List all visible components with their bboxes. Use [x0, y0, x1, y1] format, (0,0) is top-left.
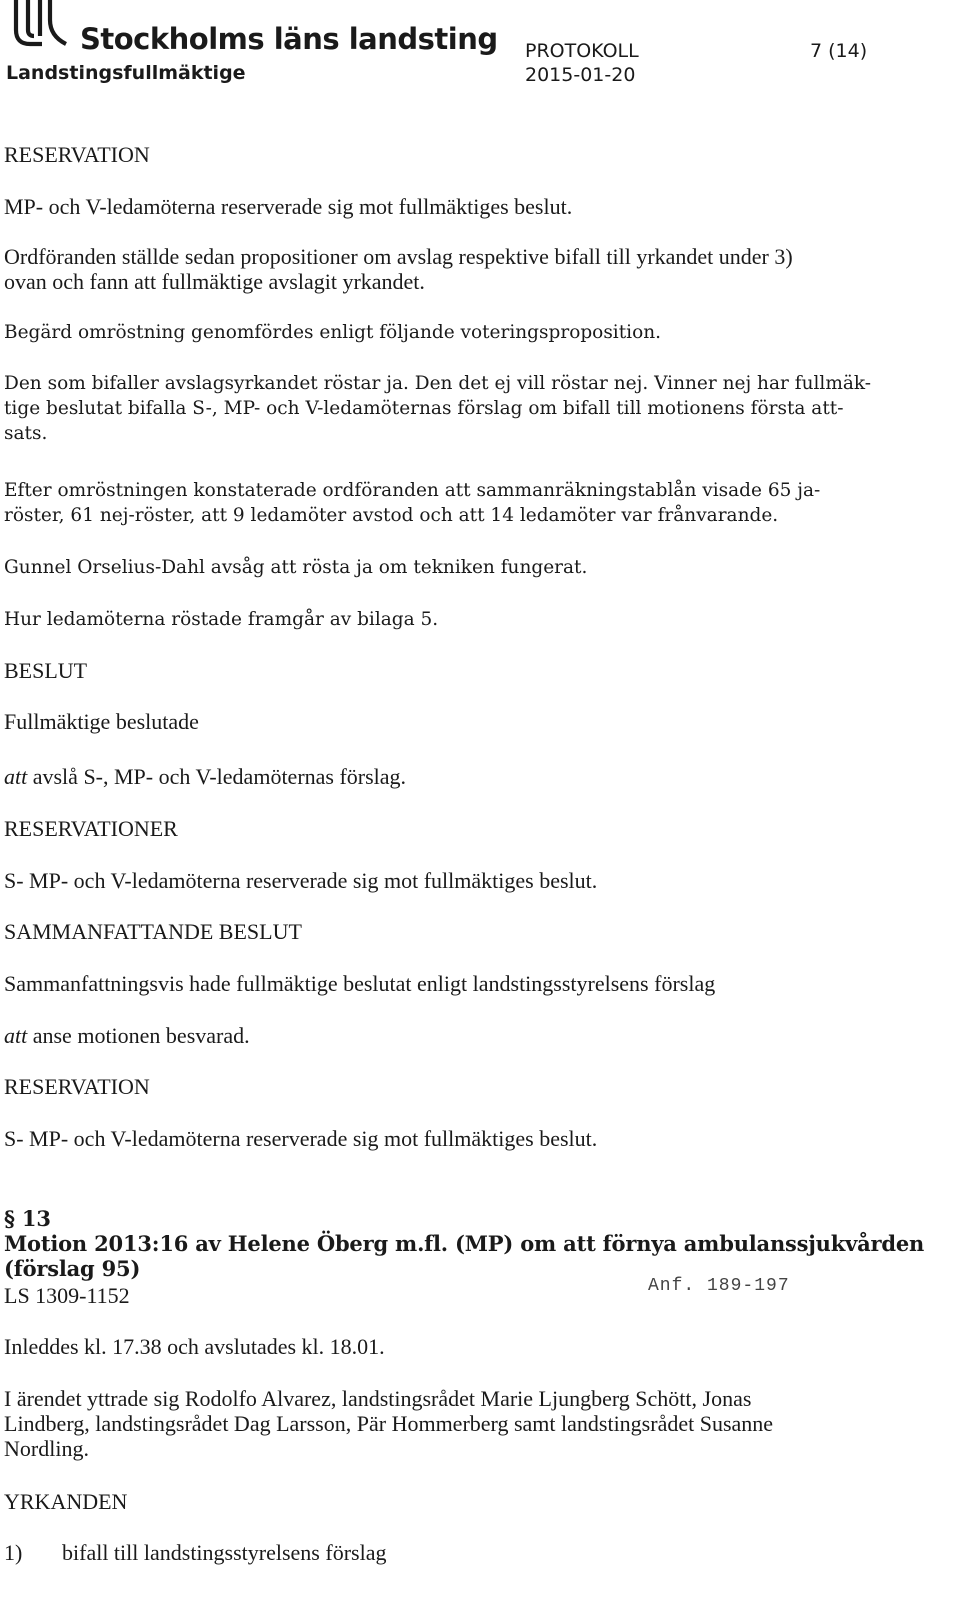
- section-number: [4, 1206, 934, 1231]
- paragraph-fullmaktige-beslutade: Fullmäktige beslutade: [4, 709, 199, 734]
- paragraph-appendix: Hur ledamöterna röstade framgår av bilaga 5.: [4, 609, 439, 630]
- section-digits: 13: [14, 1206, 51, 1231]
- paragraph-vote-proposition-line-1: Den som bifaller avslagsyrkandet röstar ja. Den det ej vill röstar nej. Vinner nej har fullmäk-: [4, 373, 872, 394]
- page-number: 7 (14): [810, 40, 868, 62]
- heading-beslut: BESLUT: [4, 658, 88, 683]
- paragraph-propositions-line-1: Ordföranden ställde sedan propositioner om avslag respektive bifall till yrkandet under 3): [4, 244, 793, 269]
- logo-icon: [8, 0, 70, 50]
- paragraph-vote-result-line-2: röster, 61 nej-röster, att 9 ledamöter avstod och att 14 ledamöter var frånvarande.: [4, 505, 779, 526]
- reference-number: LS 1309-1152: [4, 1283, 130, 1308]
- paragraph-propositions-line-2: ovan och fann att fullmäktige avslagit yrkandet.: [4, 269, 425, 294]
- summary-decision-text: anse motionen besvarad.: [27, 1023, 250, 1048]
- organization-name: Stockholms läns landsting: [80, 22, 498, 56]
- heading-reservation-2: RESERVATION: [4, 1074, 150, 1099]
- decision-text: avslå S-, MP- och V-ledamöternas förslag.: [27, 764, 407, 789]
- paragraph-vote-result-line-1: Efter omröstningen konstaterade ordföranden att sammanräkningstablån visade 65 ja-: [4, 480, 821, 501]
- section-symbol: §: [4, 1206, 15, 1231]
- paragraph-speakers-line-2: Lindberg, landstingsrådet Dag Larsson, Pär Hommerberg samt landstingsrådet Susanne: [4, 1411, 774, 1436]
- paragraph-time: Inleddes kl. 17.38 och avslutades kl. 18.01.: [4, 1334, 385, 1359]
- paragraph-speakers-line-1: I ärendet yttrade sig Rodolfo Alvarez, landstingsrådet Marie Ljungberg Schött, Jonas: [4, 1386, 752, 1411]
- paragraph-reservationer: S- MP- och V-ledamöterna reserverade sig mot fullmäktiges beslut.: [4, 868, 598, 893]
- document-type: PROTOKOLL: [525, 40, 639, 62]
- speech-references: Anf. 189-197: [648, 1276, 790, 1296]
- paragraph-summary-decision: [4, 1023, 934, 1048]
- paragraph-vote-proposition-line-3: sats.: [4, 423, 48, 444]
- motion-title-line-1: Motion 2013:16 av Helene Öberg m.fl. (MP) om att förnya ambulanssjukvården: [4, 1231, 925, 1256]
- paragraph-orselius-dahl: Gunnel Orselius-Dahl avsåg att rösta ja om tekniken fungerat.: [4, 557, 588, 578]
- att-keyword: att: [4, 1023, 28, 1048]
- heading-yrkanden: YRKANDEN: [4, 1489, 128, 1514]
- paragraph-speakers-line-3: Nordling.: [4, 1436, 89, 1461]
- paragraph-decision: [4, 764, 934, 789]
- paragraph-reservation: MP- och V-ledamöterna reserverade sig mot fullmäktiges beslut.: [4, 194, 573, 219]
- committee-name: Landstingsfullmäktige: [6, 62, 246, 84]
- paragraph-reservation-2: S- MP- och V-ledamöterna reserverade sig mot fullmäktiges beslut.: [4, 1126, 598, 1151]
- att-keyword: att: [4, 764, 28, 789]
- list-item-number: 1): [4, 1540, 23, 1565]
- paragraph-summary: Sammanfattningsvis hade fullmäktige beslutat enligt landstingsstyrelsens förslag: [4, 971, 716, 996]
- list-item-text: bifall till landstingsstyrelsens förslag: [62, 1540, 387, 1565]
- document-date: 2015-01-20: [525, 64, 636, 86]
- paragraph-vote-proposition-line-2: tige beslutat bifalla S-, MP- och V-ledamöternas förslag om bifall till motionens första att-: [4, 398, 844, 419]
- heading-reservation: RESERVATION: [4, 142, 150, 167]
- heading-sammanfattande-beslut: SAMMANFATTANDE BESLUT: [4, 919, 302, 944]
- paragraph-vote-request: Begärd omröstning genomfördes enligt följande voteringsproposition.: [4, 322, 662, 343]
- motion-title-line-2: (förslag 95): [4, 1256, 141, 1281]
- heading-reservationer: RESERVATIONER: [4, 816, 178, 841]
